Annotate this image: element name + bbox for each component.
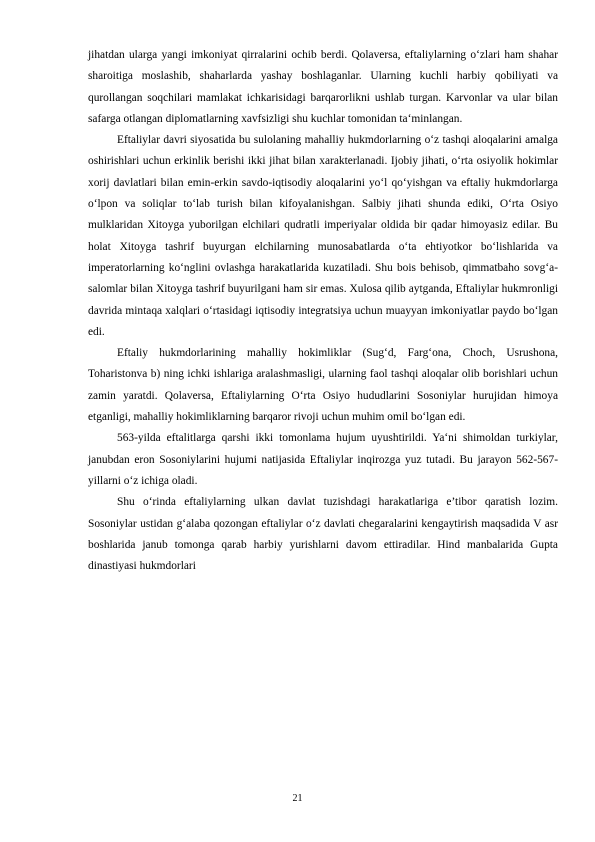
paragraph-2: Eftaliylar davri siyosatida bu sulolaning mahalliy hukmdorlarning oʻz tashqi aloqalarini amalga oshirishlari uchun erkinlik berishi ikki jihat bilan xarakterlanadi. Ijobiy jihati, oʻrta osiyolik hokimlar xorij davlatlari bilan emin-erkin savdo-iqtisodiy aloqalarini yoʻl qoʻyishgan va eftaliy hukmdorlarga oʻlpon va soliqlar toʻlab turish bilan kifoyalanishgan. Salbiy jihati shunda ediki, Oʻrta Osiyo mulklaridan Xitoyga yuborilgan elchilari qudratli imperiyalar oldida bir qadar himoyasiz edilar. Bu holat Xitoyga tashrif buyurgan elchilarning munosabatlarda oʻta ehtiyotkor boʻlishlarida va imperatorlarning koʻnglini ovlashga harakatlarida kuzatiladi. Shu bois behisob, qimmatbaho sovgʻa-salomlar bilan Xitoyga tashrif buyurilgani ham sir emas. Xulosa qilib aytganda, Eftaliylar hukmronligi davrida mintaqa xalqlari oʻrtasidagi iqtisodiy integratsiya uchun muayyan imkoniyatlar paydo boʻlgan edi.	[88, 134, 558, 338]
paragraph-3: Eftaliy hukmdorlarining mahalliy hokimliklar (Sugʻd, Fargʻona, Choch, Usrushona, Toharistonva b) ning ichki ishlariga aralashmasligi, ularning faol tashqi aloqalar olib borishlari uchun zamin yaratdi. Qolaversa, Eftaliylarning Oʻrta Osiyo hududlarini Sosoniylar hurujidan himoya etganligi, mahalliy hokimliklarning barqaror rivoji uchun muhim omil boʻlgan edi.	[88, 347, 558, 424]
paragraph-5: Shu oʻrinda eftaliylarning ulkan davlat tuzishdagi harakatlariga e’tibor qaratish lozim. Sosoniylar ustidan gʻalaba qozongan eftaliylar oʻz davlati chegaralarini kengaytirish maqsadida V asr boshlarida janub tomonga qarab harbiy yurishlarni davom ettiradilar. Hind manbalarida Gupta dinastiyasi hukmdorlari	[88, 496, 558, 573]
paragraph-4: 563-yilda eftalitlarga qarshi ikki tomonlama hujum uyushtirildi. Ya‘ni shimoldan turkiylar, janubdan eron Sosoniylarini hujumi natijasida Eftaliylar inqirozga yuz tutadi. Bu jarayon 562-567-yillarni oʻz ichiga oladi.	[88, 432, 558, 487]
page-number: 21	[292, 793, 303, 804]
paragraph-1: jihatdan ularga yangi imkoniyat qirralarini ochib berdi. Qolaversa, eftaliylarning oʻzlari ham shahar sharoitiga moslashib, shaharlarda yashay boshlaganlar. Ularning kuchli harbiy qobiliyati va qurollangan soqchilari mamlakat ichkarisidagi barqarorlikni ushlab turgan. Karvonlar va ular bilan safarga otlangan diplomatlarning xavfsizligi shu kuchlar tomonidan ta‘minlangan.	[88, 49, 558, 125]
body-text	[88, 45, 558, 577]
